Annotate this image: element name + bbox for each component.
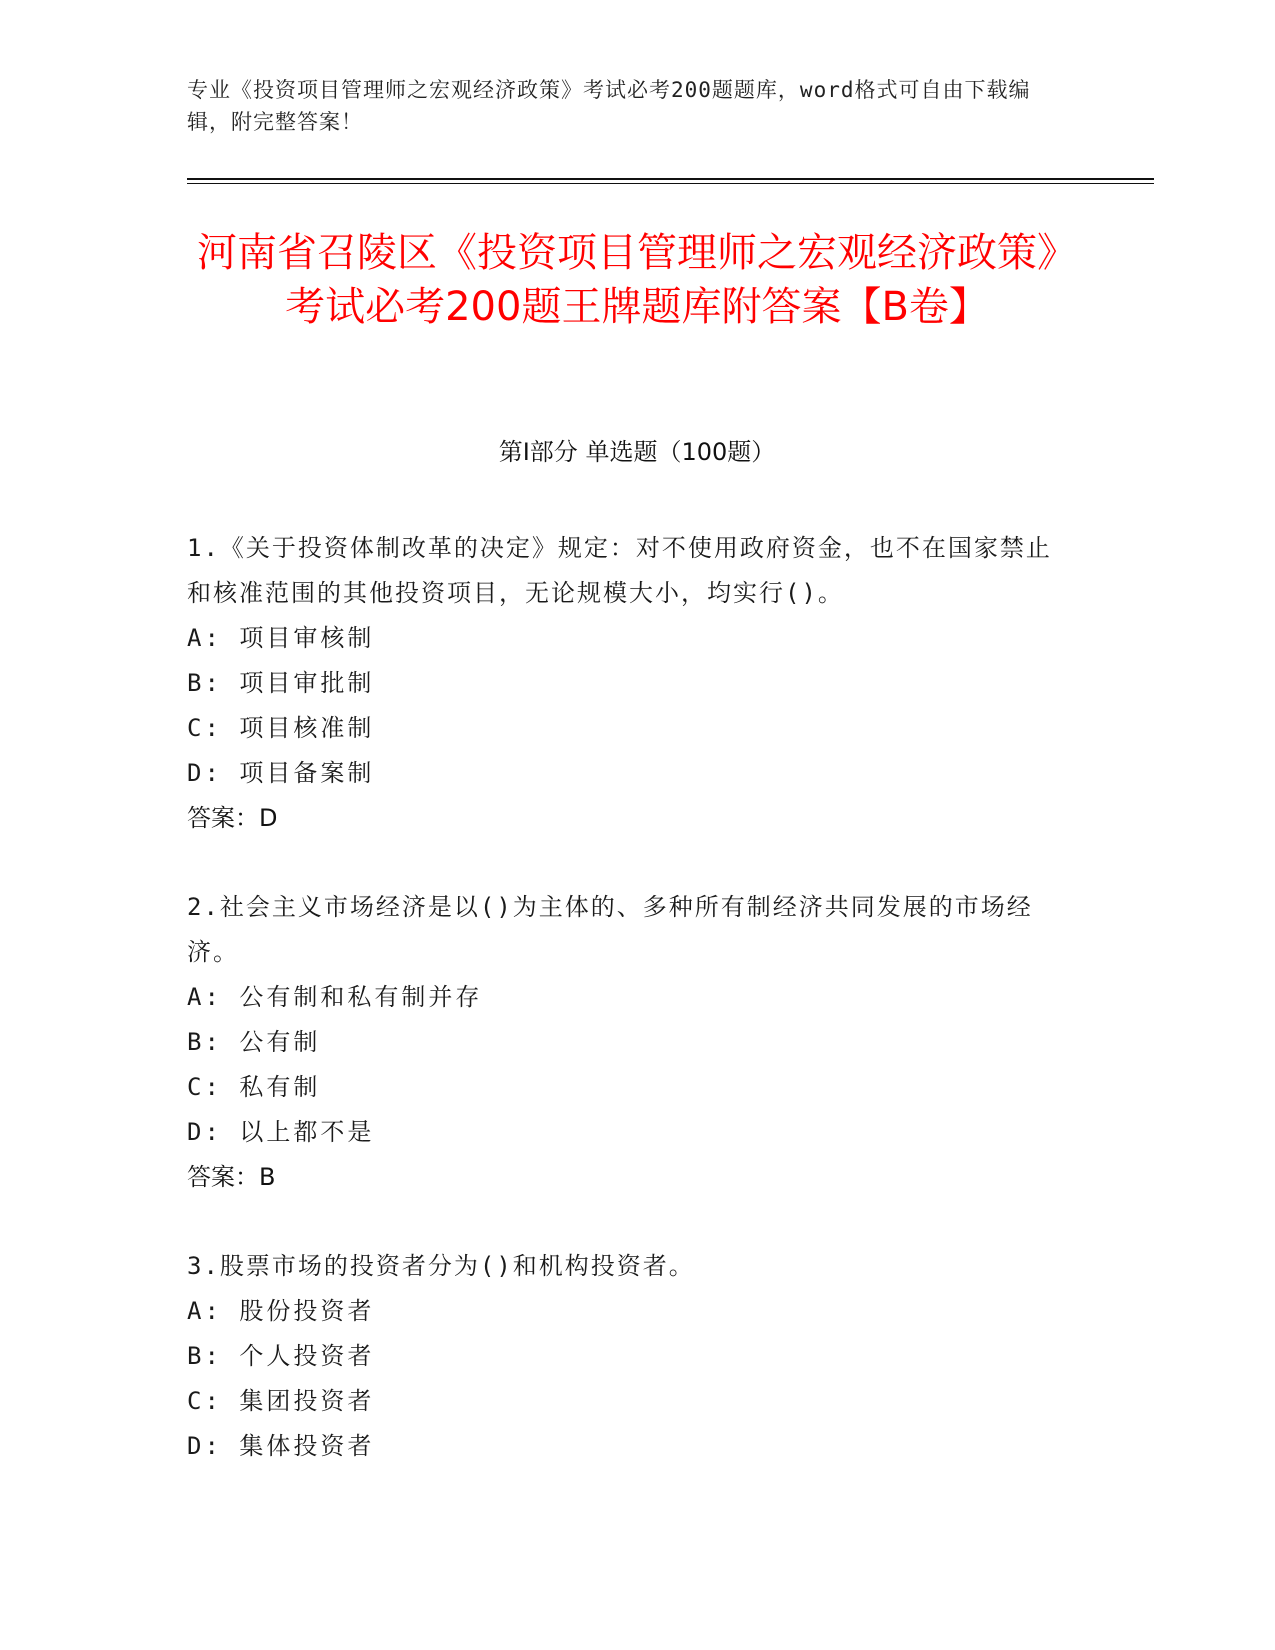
question-3 — [187, 1244, 1067, 1469]
header-divider-thick — [187, 178, 1154, 180]
option-c: C: 项目核准制 — [187, 714, 375, 742]
answer: 答案：D — [187, 804, 278, 832]
option-d: D: 以上都不是 — [187, 1118, 375, 1146]
option-c: C: 私有制 — [187, 1073, 321, 1101]
question-stem: 3.股票市场的投资者分为()和机构投资者。 — [187, 1252, 695, 1280]
option-b: B: 个人投资者 — [187, 1342, 375, 1370]
document-title: 河南省召陵区《投资项目管理师之宏观经济政策》考试必考200题王牌题库附答案【B卷】 — [197, 230, 1077, 330]
section-title: 第I部分 单选题（100题） — [498, 438, 776, 466]
header-divider-thin — [187, 183, 1154, 184]
option-c: C: 集团投资者 — [187, 1387, 375, 1415]
question-stem: 2.社会主义市场经济是以()为主体的、多种所有制经济共同发展的市场经济。 — [187, 893, 1033, 966]
option-a: A: 公有制和私有制并存 — [187, 983, 483, 1011]
question-2 — [187, 885, 1067, 1200]
option-a: A: 项目审核制 — [187, 624, 375, 652]
option-b: B: 公有制 — [187, 1028, 321, 1056]
option-d: D: 项目备案制 — [187, 759, 375, 787]
option-d: D: 集体投资者 — [187, 1432, 375, 1460]
header-note: 专业《投资项目管理师之宏观经济政策》考试必考200题题库，word格式可自由下载编辑，附完整答案！ — [187, 78, 1031, 134]
question-1 — [187, 526, 1067, 841]
option-b: B: 项目审批制 — [187, 669, 375, 697]
question-list — [187, 526, 1067, 1513]
answer: 答案：B — [187, 1163, 276, 1191]
question-stem: 1.《关于投资体制改革的决定》规定：对不使用政府资金，也不在国家禁止和核准范围的其他投资项目，无论规模大小，均实行()。 — [187, 534, 1052, 607]
option-a: A: 股份投资者 — [187, 1297, 375, 1325]
